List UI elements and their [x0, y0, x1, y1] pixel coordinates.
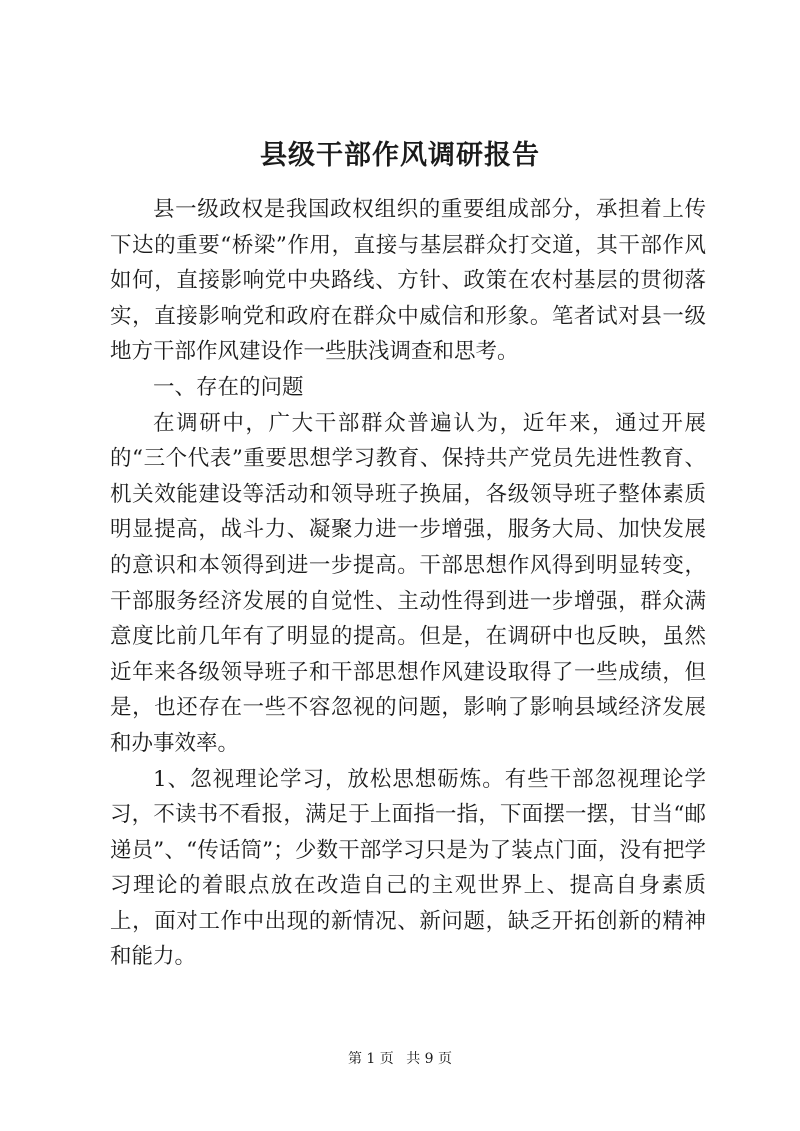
paragraph-findings: 在调研中，广大干部群众普遍认为，近年来，通过开展的“三个代表”重要思想学习教育、保持共产党员先进性教育、机关效能建设等活动和领导班子换届，各级领导班子整体素质明显提高，战斗力、凝聚力进一步增强，服务大局、加快发展的意识和本领得到进一步提高。干部思想作风得到明显转变，干部服务经济发展的自觉性、主动性得到进一步增强，群众满意度比前几年有了明显的提高。但是，在调研中也反映，虽然近年来各级领导班子和干部思想作风建设取得了一些成绩，但是，也还存在一些不容忽视的问题，影响了影响县域经济发展和办事效率。 — [110, 410, 706, 756]
document-body — [110, 192, 706, 975]
page-number: 第 1 页 — [347, 1051, 394, 1067]
section-heading-problems: 一、存在的问题 — [153, 374, 304, 400]
document-title: 县级干部作风调研报告 — [260, 140, 540, 171]
page-total: 共 9 页 — [406, 1051, 453, 1067]
page-footer — [0, 1049, 800, 1069]
paragraph-point-1: 1、忽视理论学习，放松思想砺炼。有些干部忽视理论学习，不读书不看报，满足于上面指一指，下面摆一摆，甘当“邮递员”、“传话筒”；少数干部学习只是为了装点门面，没有把学习理论的着眼点放在改造自己的主观世界上、提高自身素质上，面对工作中出现的新情况、新问题，缺乏开拓创新的精神和能力。 — [110, 766, 706, 970]
paragraph-intro: 县一级政权是我国政权组织的重要组成部分，承担着上传下达的重要“桥梁”作用，直接与基层群众打交道，其干部作风如何，直接影响党中央路线、方针、政策在农村基层的贯彻落实，直接影响党和政府在群众中威信和形象。笔者试对县一级地方干部作风建设作一些肤浅调查和思考。 — [110, 197, 706, 365]
